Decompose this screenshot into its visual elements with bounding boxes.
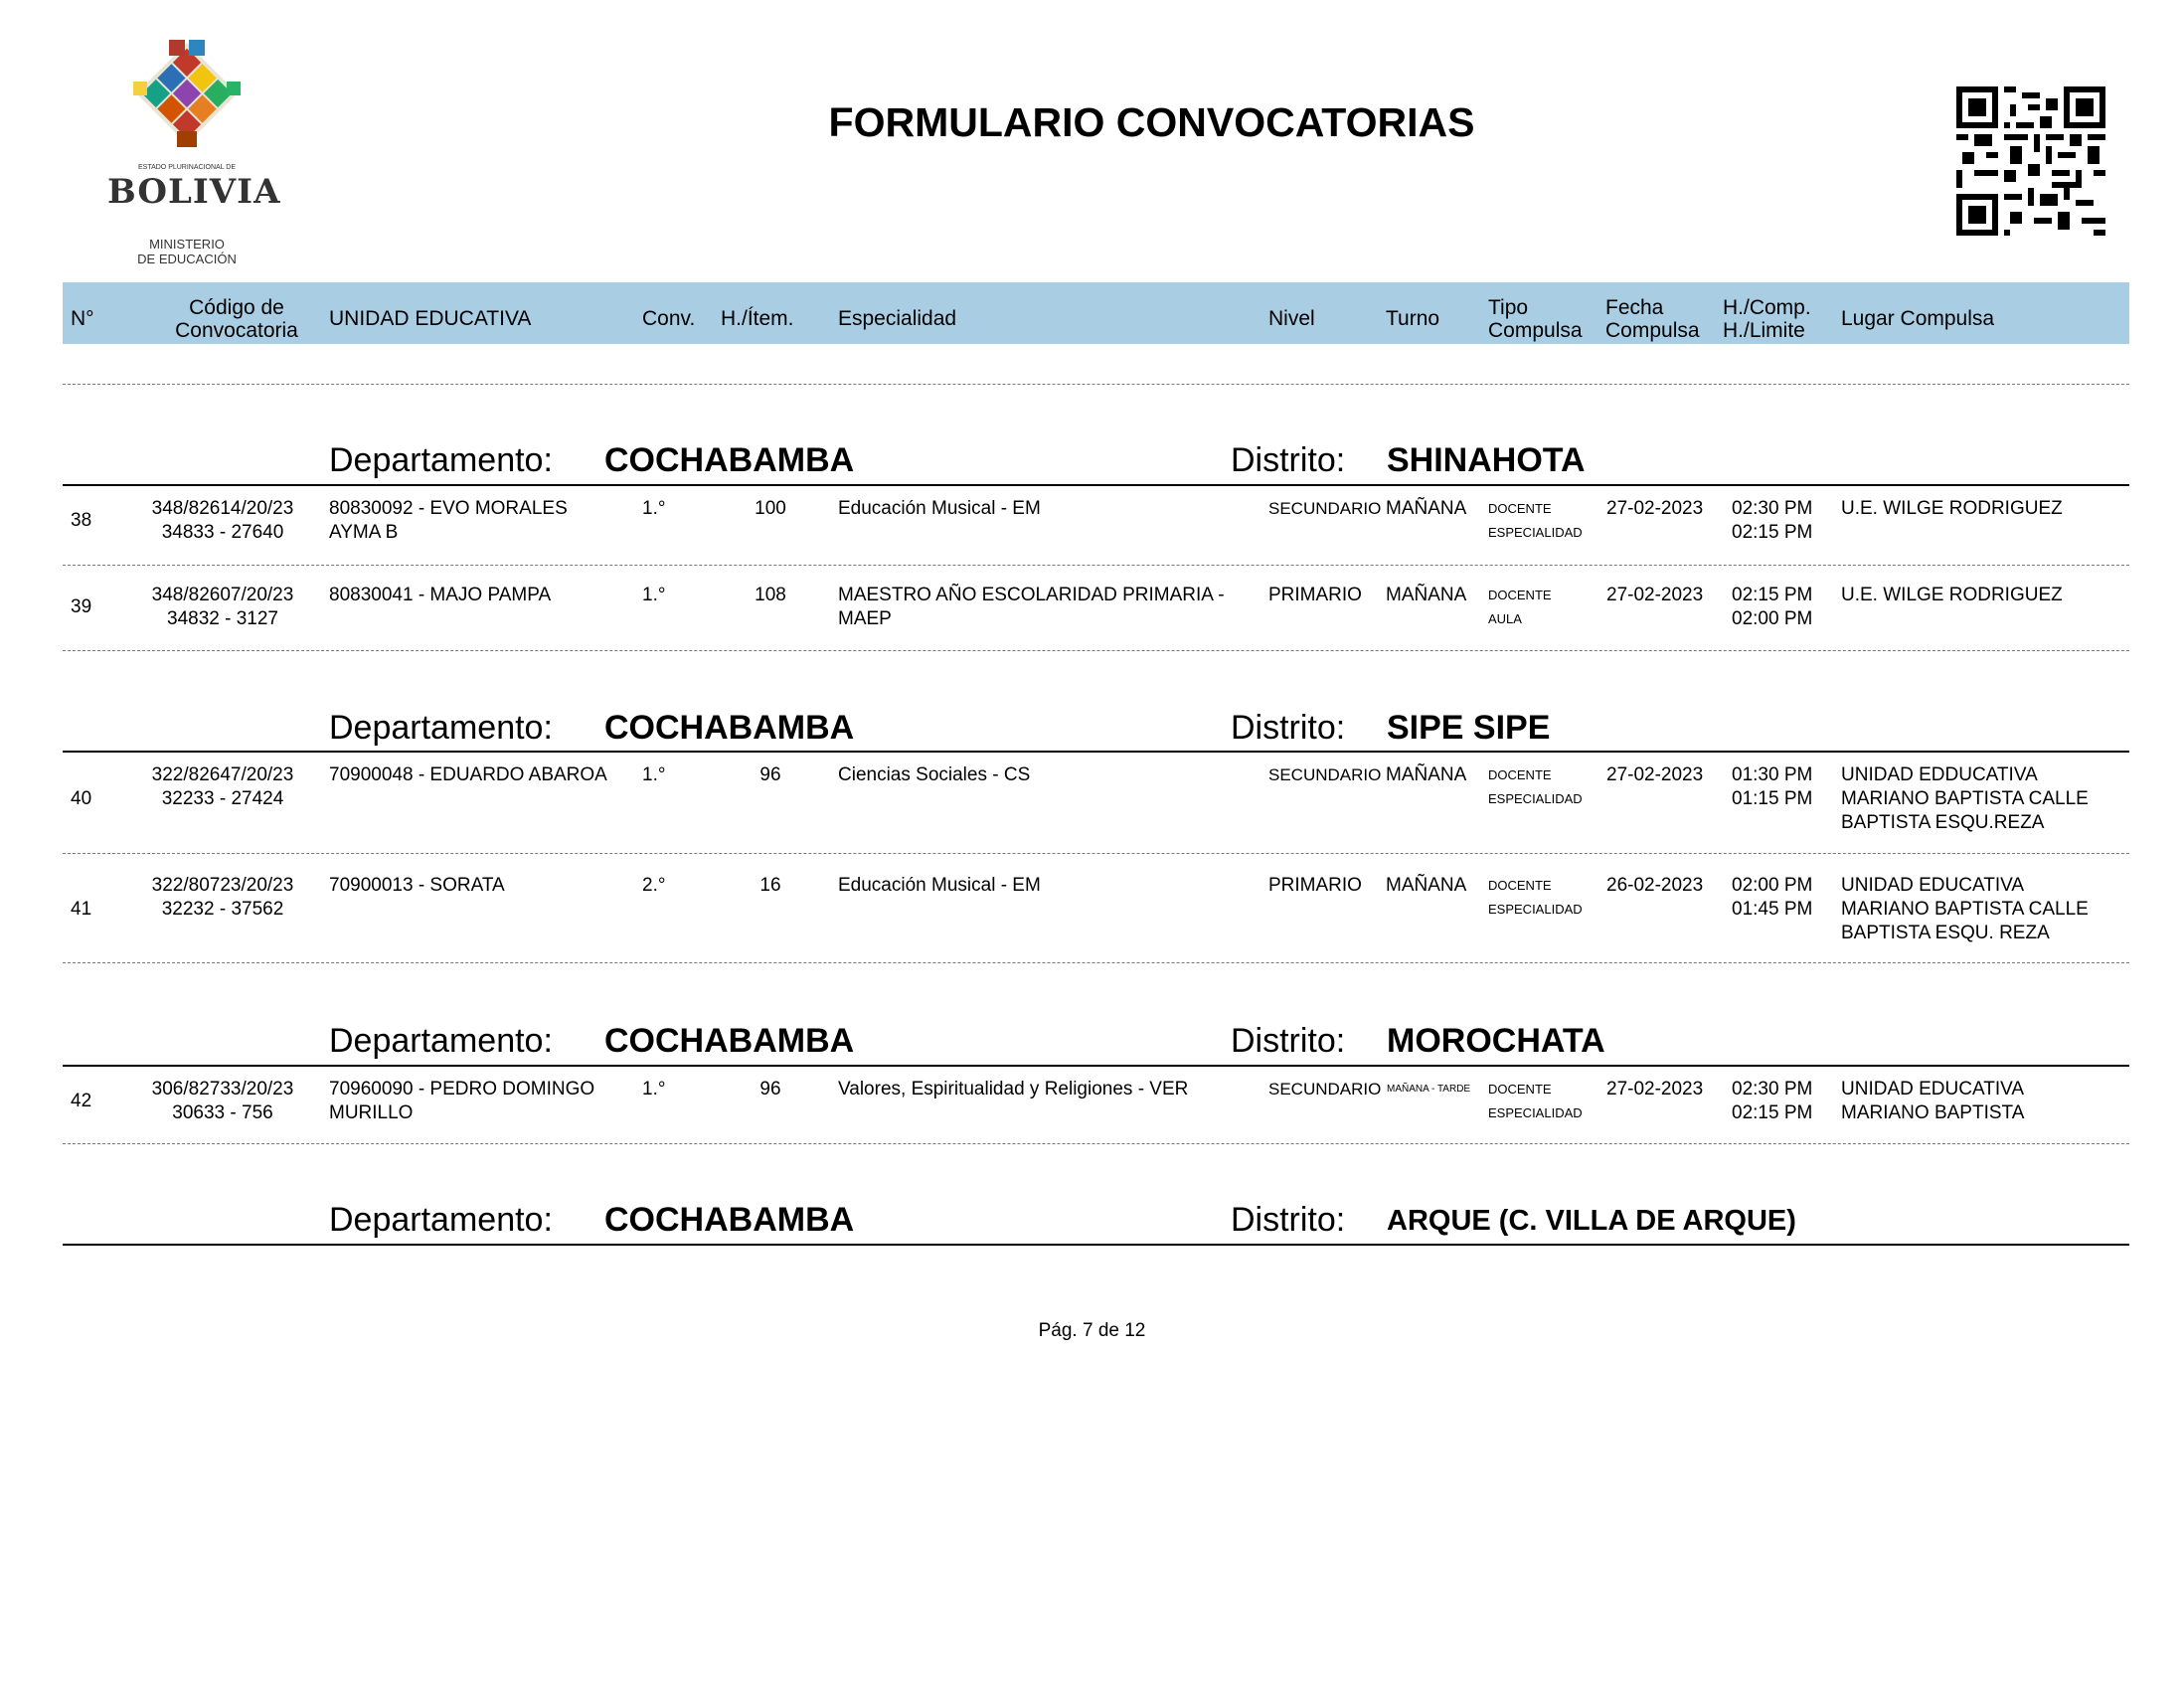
section-distrito-value: SHINAHOTA — [1387, 441, 1586, 479]
row-unidad-line-1: 70900048 - EDUARDO ABAROA — [329, 764, 607, 785]
row-codigo-line-2: 32233 - 27424 — [161, 788, 284, 809]
divider — [63, 1143, 2129, 1144]
row-number: 39 — [71, 596, 92, 617]
section-rule — [63, 484, 2129, 486]
row-h-item: 16 — [759, 875, 781, 896]
column-n: N° — [71, 307, 94, 330]
column-h-comp — [1723, 296, 1811, 342]
section-distrito-value: SIPE SIPE — [1387, 709, 1551, 747]
column-h-item: H./Ítem. — [721, 307, 794, 330]
logo-state-text: ESTADO PLURINACIONAL DE — [137, 164, 237, 171]
section-distrito-label: Distrito: — [1231, 709, 1346, 747]
column-tipo-line-2: Compulsa — [1488, 319, 1583, 342]
section-departamento-value: COCHABAMBA — [604, 1201, 855, 1239]
row-hlimite: 01:15 PM — [1732, 788, 1813, 809]
row-lugar — [1841, 874, 2089, 945]
bolivia-ministry-logo — [107, 38, 281, 268]
row-fecha: 27-02-2023 — [1606, 585, 1704, 605]
row-especialidad-line-1: MAESTRO AÑO ESCOLARIDAD PRIMARIA - — [838, 585, 1225, 605]
section-distrito-label: Distrito: — [1231, 1201, 1346, 1239]
row-turno: MAÑANA - TARDE — [1387, 1084, 1471, 1095]
row-lugar-line-3: BAPTISTA ESQU.REZA — [1841, 812, 2045, 833]
row-unidad — [329, 763, 607, 787]
row-turno: MAÑANA — [1386, 498, 1467, 519]
row-unidad-line-1: 80830041 - MAJO PAMPA — [329, 585, 552, 605]
column-codigo — [147, 296, 326, 342]
row-unidad — [329, 1078, 594, 1125]
row-hlimite: 02:15 PM — [1732, 522, 1813, 543]
row-fecha: 27-02-2023 — [1606, 1079, 1704, 1099]
row-lugar — [1841, 763, 2089, 835]
row-especialidad-line-1: Educación Musical - EM — [838, 498, 1041, 519]
column-hcomp-line-2: H./Limite — [1723, 319, 1805, 342]
row-turno: MAÑANA — [1386, 875, 1467, 896]
column-fecha-line-1: Fecha — [1605, 296, 1664, 319]
row-especialidad-line-1: Educación Musical - EM — [838, 875, 1041, 896]
row-unidad — [329, 584, 551, 607]
divider — [63, 962, 2129, 963]
row-horas — [1732, 1078, 1812, 1125]
row-lugar-line-1: UNIDAD EDUCATIVA — [1841, 1079, 2025, 1099]
row-tipo — [1488, 763, 1583, 811]
section-distrito-value: ARQUE (C. VILLA DE ARQUE) — [1387, 1205, 1796, 1237]
row-tipo-line-1: DOCENTE — [1488, 878, 1552, 893]
row-hcomp: 02:00 PM — [1732, 875, 1813, 896]
row-number: 38 — [71, 510, 92, 531]
section-distrito-label: Distrito: — [1231, 1022, 1346, 1060]
row-tipo-line-2: ESPECIALIDAD — [1488, 525, 1583, 540]
column-unidad-educativa: UNIDAD EDUCATIVA — [329, 307, 532, 330]
row-codigo-line-2: 32232 - 37562 — [161, 899, 284, 920]
column-lugar-compulsa: Lugar Compulsa — [1841, 307, 1995, 330]
row-nivel: PRIMARIO — [1268, 585, 1362, 605]
section-rule — [63, 1065, 2129, 1067]
row-tipo — [1488, 584, 1552, 631]
column-conv: Conv. — [642, 307, 696, 330]
divider — [63, 565, 2129, 566]
table-column-header — [63, 282, 2129, 344]
row-especialidad — [838, 497, 1041, 521]
row-codigo — [138, 497, 307, 545]
section-departamento-value: COCHABAMBA — [604, 441, 855, 479]
row-lugar-line-1: U.E. WILGE RODRIGUEZ — [1841, 585, 2063, 605]
row-lugar-line-2: MARIANO BAPTISTA CALLE — [1841, 899, 2089, 920]
row-lugar-line-1: UNIDAD EDUCATIVA — [1841, 875, 2025, 896]
row-lugar — [1841, 497, 2063, 521]
row-h-item: 96 — [759, 764, 781, 785]
logo-bolivia-text: BOLIVIA — [107, 172, 281, 212]
row-codigo — [138, 763, 307, 811]
row-nivel: PRIMARIO — [1268, 875, 1362, 896]
column-fecha-line-2: Compulsa — [1605, 319, 1700, 342]
row-tipo-line-1: DOCENTE — [1488, 1082, 1552, 1097]
section-departamento-label: Departamento: — [329, 1022, 553, 1060]
section-departamento-value: COCHABAMBA — [604, 709, 855, 747]
row-especialidad — [838, 874, 1041, 898]
qr-code-icon — [1956, 86, 2105, 236]
section-departamento-value: COCHABAMBA — [604, 1022, 855, 1060]
row-conv: 1.° — [642, 764, 666, 785]
row-especialidad-line-1: Valores, Espiritualidad y Religiones - VER — [838, 1079, 1189, 1099]
row-horas — [1732, 763, 1812, 811]
row-hlimite: 02:00 PM — [1732, 608, 1813, 629]
row-conv: 1.° — [642, 498, 666, 519]
row-codigo — [138, 584, 307, 631]
row-tipo — [1488, 874, 1583, 922]
section-departamento-label: Departamento: — [329, 441, 553, 479]
divider — [63, 650, 2129, 651]
page-title-text: FORMULARIO CONVOCATORIAS — [828, 99, 1475, 145]
row-especialidad-line-2: MAEP — [838, 608, 892, 629]
row-unidad-line-2: MURILLO — [329, 1102, 414, 1123]
row-horas — [1732, 874, 1812, 922]
row-nivel: SECUNDARIO — [1268, 765, 1382, 784]
row-fecha: 27-02-2023 — [1606, 498, 1704, 519]
row-fecha: 26-02-2023 — [1606, 875, 1704, 896]
divider — [63, 384, 2129, 385]
column-turno: Turno — [1386, 307, 1440, 330]
column-nivel: Nivel — [1268, 307, 1315, 330]
row-codigo-line-1: 306/82733/20/23 — [151, 1079, 294, 1099]
row-number: 40 — [71, 788, 92, 809]
row-lugar-line-1: UNIDAD EDDUCATIVA — [1841, 764, 2038, 785]
section-departamento-label: Departamento: — [329, 1201, 553, 1239]
page-title — [0, 99, 2184, 146]
row-turno: MAÑANA — [1386, 764, 1467, 785]
row-tipo-line-1: DOCENTE — [1488, 767, 1552, 782]
row-hcomp: 02:30 PM — [1732, 1079, 1813, 1099]
section-distrito-label: Distrito: — [1231, 441, 1346, 479]
row-especialidad-line-1: Ciencias Sociales - CS — [838, 764, 1031, 785]
row-unidad-line-2: AYMA B — [329, 522, 399, 543]
divider — [63, 853, 2129, 854]
row-codigo-line-2: 30633 - 756 — [172, 1102, 273, 1123]
row-hcomp: 01:30 PM — [1732, 764, 1813, 785]
row-unidad-line-1: 80830092 - EVO MORALES — [329, 498, 568, 519]
column-codigo-line-2: Convocatoria — [175, 319, 298, 342]
row-especialidad — [838, 584, 1225, 631]
row-especialidad — [838, 763, 1030, 787]
row-turno: MAÑANA — [1386, 585, 1467, 605]
row-unidad-line-1: 70960090 - PEDRO DOMINGO — [329, 1079, 595, 1099]
row-unidad — [329, 874, 505, 898]
row-codigo-line-2: 34832 - 3127 — [167, 608, 278, 629]
row-codigo-line-1: 322/80723/20/23 — [151, 875, 294, 896]
row-codigo — [138, 874, 307, 922]
column-hcomp-line-1: H./Comp. — [1723, 296, 1811, 319]
row-codigo — [138, 1078, 307, 1125]
column-tipo-compulsa — [1488, 296, 1583, 342]
row-h-item: 108 — [755, 585, 786, 605]
row-codigo-line-1: 348/82607/20/23 — [151, 585, 294, 605]
row-lugar-line-2: MARIANO BAPTISTA — [1841, 1102, 2025, 1123]
column-tipo-line-1: Tipo — [1488, 296, 1529, 319]
row-hcomp: 02:15 PM — [1732, 585, 1813, 605]
row-codigo-line-2: 34833 - 27640 — [161, 522, 284, 543]
row-tipo — [1488, 1078, 1583, 1125]
section-departamento-label: Departamento: — [329, 709, 553, 747]
section-distrito-value: MOROCHATA — [1387, 1022, 1605, 1060]
ministry-line-2: DE EDUCACIÓN — [137, 252, 237, 266]
row-lugar-line-3: BAPTISTA ESQU. REZA — [1841, 923, 2050, 943]
section-rule — [63, 1244, 2129, 1246]
row-number: 41 — [71, 899, 92, 920]
row-tipo-line-1: DOCENTE — [1488, 501, 1552, 516]
row-hlimite: 02:15 PM — [1732, 1102, 1813, 1123]
row-nivel: SECUNDARIO — [1268, 1080, 1382, 1099]
row-lugar — [1841, 1078, 2024, 1125]
column-fecha-compulsa — [1605, 296, 1700, 342]
row-horas — [1732, 497, 1812, 545]
row-lugar — [1841, 584, 2063, 607]
section-rule — [63, 751, 2129, 753]
row-nivel: SECUNDARIO — [1268, 499, 1382, 518]
row-tipo-line-2: ESPECIALIDAD — [1488, 902, 1583, 917]
row-tipo-line-2: ESPECIALIDAD — [1488, 791, 1583, 806]
row-conv: 2.° — [642, 875, 666, 896]
row-conv: 1.° — [642, 585, 666, 605]
row-h-item: 100 — [755, 498, 786, 519]
row-tipo-line-2: AULA — [1488, 611, 1522, 626]
row-lugar-line-1: U.E. WILGE RODRIGUEZ — [1841, 498, 2063, 519]
page-number: Pág. 7 de 12 — [1038, 1320, 1146, 1341]
row-unidad-line-1: 70900013 - SORATA — [329, 875, 505, 896]
row-lugar-line-2: MARIANO BAPTISTA CALLE — [1841, 788, 2089, 809]
row-unidad — [329, 497, 568, 545]
row-fecha: 27-02-2023 — [1606, 764, 1704, 785]
row-h-item: 96 — [759, 1079, 781, 1099]
row-number: 42 — [71, 1091, 92, 1111]
row-hlimite: 01:45 PM — [1732, 899, 1813, 920]
row-tipo-line-1: DOCENTE — [1488, 588, 1552, 602]
column-especialidad: Especialidad — [838, 307, 957, 330]
row-codigo-line-1: 348/82614/20/23 — [151, 498, 294, 519]
logo-ministry-text — [107, 237, 266, 266]
row-hcomp: 02:30 PM — [1732, 498, 1813, 519]
row-especialidad — [838, 1078, 1188, 1101]
row-conv: 1.° — [642, 1079, 666, 1099]
ministry-line-1: MINISTERIO — [149, 237, 225, 252]
row-tipo-line-2: ESPECIALIDAD — [1488, 1105, 1583, 1120]
column-codigo-line-1: Código de — [189, 296, 284, 319]
row-codigo-line-1: 322/82647/20/23 — [151, 764, 294, 785]
row-tipo — [1488, 497, 1583, 545]
row-horas — [1732, 584, 1812, 631]
